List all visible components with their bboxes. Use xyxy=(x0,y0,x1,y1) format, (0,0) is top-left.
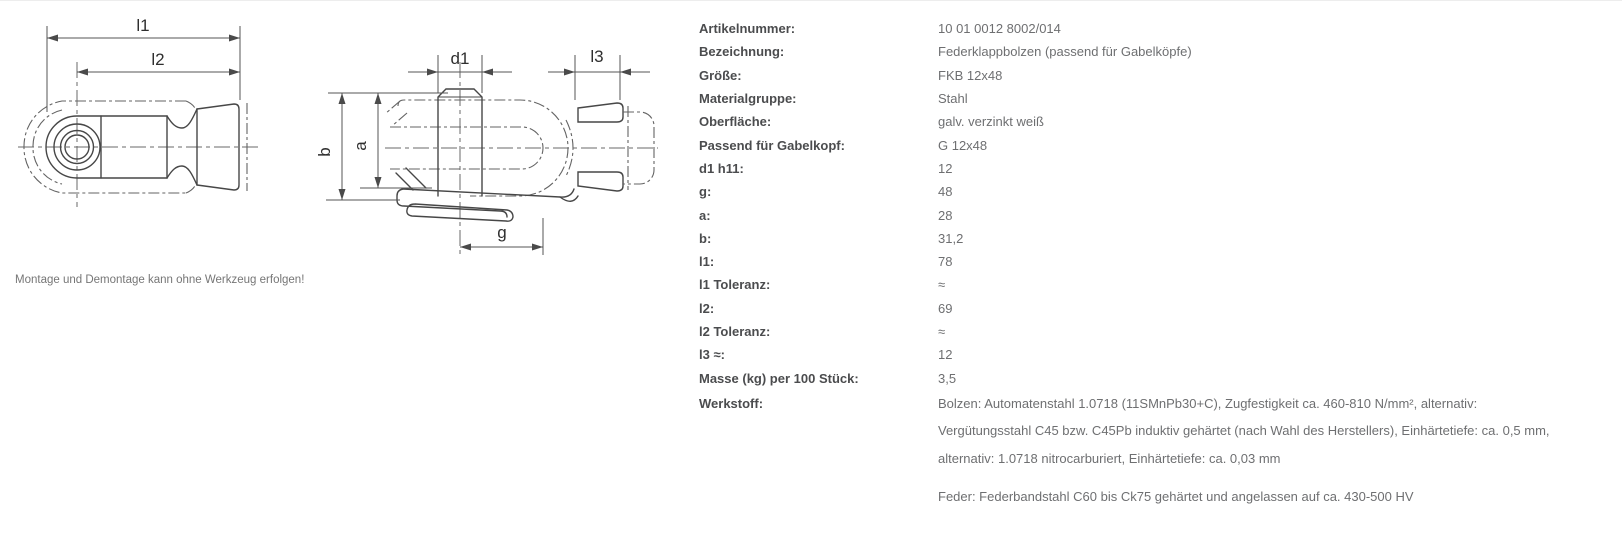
technical-drawing xyxy=(0,0,660,300)
spec-value: 78 xyxy=(938,254,953,270)
dim-label-l1: l1 xyxy=(136,16,150,35)
spec-row xyxy=(699,250,1599,273)
drawing-svg xyxy=(0,0,660,300)
spec-row xyxy=(699,133,1599,156)
spec-label: b: xyxy=(699,230,712,246)
spec-label: l1: xyxy=(699,254,715,270)
spec-row xyxy=(699,297,1599,320)
spec-label: Größe: xyxy=(699,67,742,83)
dim-label-b: b xyxy=(315,147,334,157)
spec-value: 12 xyxy=(938,160,953,176)
dim-label-l3: l3 xyxy=(590,47,604,66)
werkstoff-line: Bolzen: Automatenstahl 1.0718 (11SMnPb30+C), Zugfestigkeit ca. 460-810 N/mm², alternativ: xyxy=(938,395,1478,411)
werkstoff-line: Vergütungsstahl C45 bzw. C45Pb induktiv gehärtet (nach Wahl des Herstellers), Einhärtetiefe: ca. 0,5 mm, xyxy=(938,423,1550,439)
spec-value: 10 01 0012 8002/014 xyxy=(938,21,1061,37)
dim-label-l2: l2 xyxy=(151,50,165,69)
spec-label: Passend für Gabelkopf: xyxy=(699,137,845,153)
spec-value: G 12x48 xyxy=(938,137,988,153)
spec-value: 69 xyxy=(938,300,953,316)
spec-row xyxy=(699,110,1599,133)
spec-row xyxy=(699,343,1599,366)
spec-row xyxy=(699,180,1599,203)
spec-row-werkstoff xyxy=(699,390,1599,510)
spec-value xyxy=(938,390,1550,510)
spec-label: Masse (kg) per 100 Stück: xyxy=(699,370,859,386)
spec-value: 31,2 xyxy=(938,230,964,246)
spec-row xyxy=(699,366,1599,389)
dim-label-a: a xyxy=(351,141,370,151)
spec-rows xyxy=(699,17,1599,390)
spec-label: Artikelnummer: xyxy=(699,21,796,37)
dim-label-g: g xyxy=(497,223,507,242)
spec-value: 48 xyxy=(938,184,953,200)
spec-row xyxy=(699,157,1599,180)
spec-row xyxy=(699,17,1599,40)
spec-row xyxy=(699,87,1599,110)
spec-label: Materialgruppe: xyxy=(699,91,797,107)
top-view xyxy=(315,47,658,255)
spec-row xyxy=(699,273,1599,296)
werkstoff-line-spacer xyxy=(938,473,1550,483)
side-view xyxy=(18,16,258,207)
spec-label: l1 Toleranz: xyxy=(699,277,771,293)
spec-label: Bezeichnung: xyxy=(699,44,785,60)
dim-label-d1: d1 xyxy=(450,49,470,68)
spec-label: a: xyxy=(699,207,711,223)
spec-row xyxy=(699,320,1599,343)
spec-value: FKB 12x48 xyxy=(938,67,1003,83)
spec-value: 3,5 xyxy=(938,370,957,386)
spec-label: d1 h11: xyxy=(699,160,744,176)
spec-row xyxy=(699,203,1599,226)
werkstoff-line: alternativ: 1.0718 nitrocarburiert, Einhärtetiefe: ca. 0,03 mm xyxy=(938,450,1281,466)
spec-row xyxy=(699,227,1599,250)
drawing-note: Montage und Demontage kann ohne Werkzeug erfolgen! xyxy=(15,274,305,286)
spec-value: Stahl xyxy=(938,91,968,107)
spec-label: Oberfläche: xyxy=(699,114,772,130)
spec-value: ≈ xyxy=(938,324,946,339)
spec-table xyxy=(699,17,1599,510)
spec-value: 28 xyxy=(938,207,953,223)
spec-label: l3 ≈: xyxy=(699,347,725,363)
spec-label: Werkstoff: xyxy=(699,395,764,411)
werkstoff-line: Feder: Federbandstahl C60 bis Ck75 gehärtet und angelassen auf ca. 430-500 HV xyxy=(938,488,1414,504)
spec-label: g: xyxy=(699,184,712,200)
spec-label: l2 Toleranz: xyxy=(699,324,771,339)
spec-value: Federklappbolzen (passend für Gabelköpfe) xyxy=(938,44,1192,60)
spec-value: ≈ xyxy=(938,277,946,293)
spec-value: galv. verzinkt weiß xyxy=(938,114,1044,130)
spec-label: l2: xyxy=(699,300,715,316)
spec-row xyxy=(699,64,1599,87)
spec-row xyxy=(699,40,1599,63)
spec-value: 12 xyxy=(938,347,953,363)
